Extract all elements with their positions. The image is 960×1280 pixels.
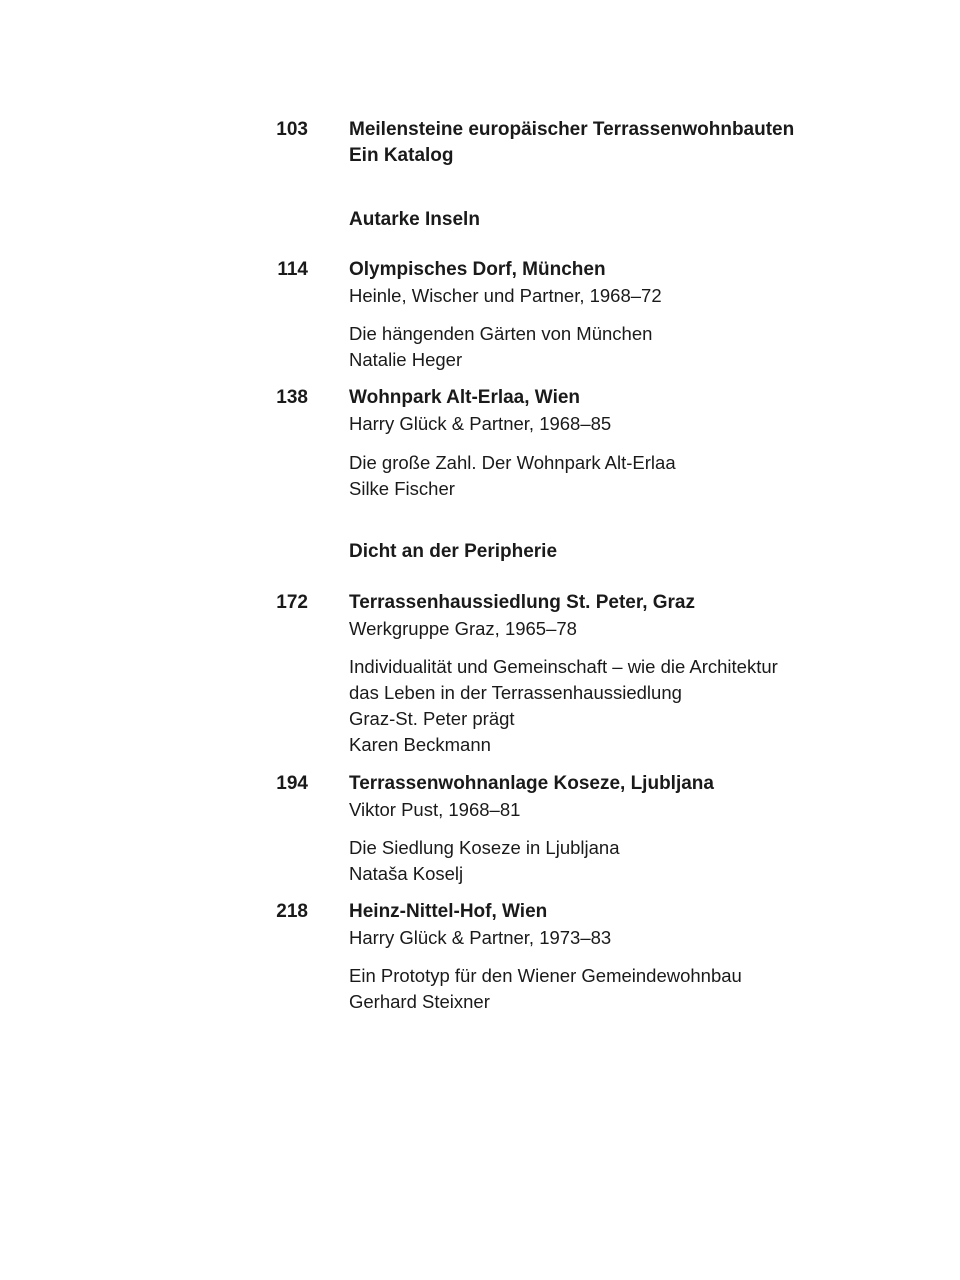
essay (349, 450, 909, 502)
page-number: 172 (276, 592, 308, 613)
entry-title: Heinz-Nittel-Hof, Wien (349, 901, 548, 922)
essay-author: Natalie Heger (349, 349, 463, 370)
section-heading: Dicht an der Peripherie (349, 541, 558, 562)
essay-author: Nataša Koselj (349, 863, 464, 884)
essay-title: Ein Prototyp für den Wiener Gemeindewohnbau (349, 965, 742, 986)
catalog-title (349, 117, 909, 169)
toc-entry (349, 385, 909, 437)
essay-title: Die hängenden Gärten von München (349, 323, 653, 344)
entry-title: Terrassenwohnanlage Koseze, Ljubljana (349, 773, 714, 794)
entry-title: Olympisches Dorf, München (349, 259, 606, 280)
toc-entry (349, 771, 909, 823)
toc-entry (349, 899, 909, 951)
entry-architect: Viktor Pust, 1968–81 (349, 799, 521, 820)
entry-architect: Harry Glück & Partner, 1968–85 (349, 413, 612, 434)
page-number: 103 (276, 119, 308, 140)
essay (349, 963, 909, 1015)
entry-architect: Werkgruppe Graz, 1965–78 (349, 618, 577, 639)
essay-author: Gerhard Steixner (349, 991, 490, 1012)
page-number: 194 (276, 773, 308, 794)
essay-title-line: Individualität und Gemeinschaft – wie die Architektur (349, 656, 778, 677)
page-number: 218 (276, 901, 308, 922)
essay (349, 654, 909, 758)
essay (349, 835, 909, 887)
section-heading: Autarke Inseln (349, 209, 480, 230)
entry-architect: Harry Glück & Partner, 1973–83 (349, 927, 612, 948)
page-number: 138 (276, 387, 308, 408)
essay-title-line: Graz-St. Peter prägt (349, 708, 515, 729)
catalog-title-line-1: Meilensteine europäischer Terrassenwohnbauten (349, 119, 795, 140)
essay-title-line: das Leben in der Terrassenhaussiedlung (349, 682, 682, 703)
essay-author: Karen Beckmann (349, 734, 491, 755)
entry-architect: Heinle, Wischer und Partner, 1968–72 (349, 285, 662, 306)
essay-title: Die Siedlung Koseze in Ljubljana (349, 837, 620, 858)
toc-entry (349, 257, 909, 309)
toc-entry (349, 590, 909, 642)
page-number: 114 (277, 259, 308, 280)
entry-title: Terrassenhaussiedlung St. Peter, Graz (349, 592, 695, 613)
catalog-title-line-2: Ein Katalog (349, 145, 454, 166)
entry-title: Wohnpark Alt-Erlaa, Wien (349, 387, 581, 408)
essay (349, 321, 909, 373)
essay-author: Silke Fischer (349, 478, 455, 499)
essay-title: Die große Zahl. Der Wohnpark Alt-Erlaa (349, 452, 676, 473)
